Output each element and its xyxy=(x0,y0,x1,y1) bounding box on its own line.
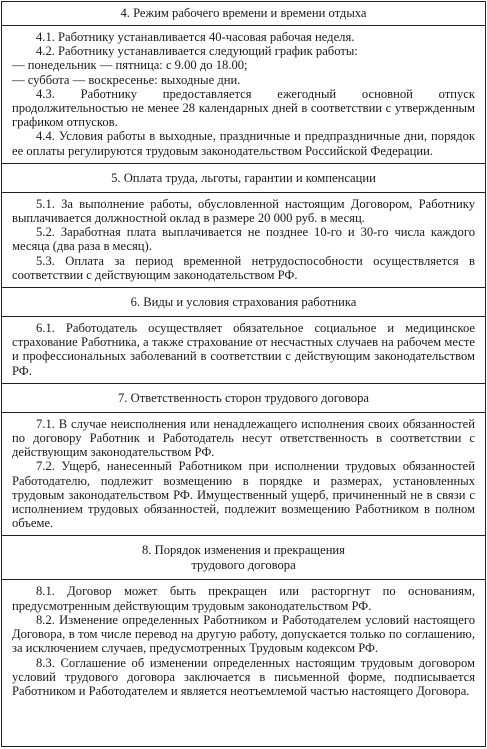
paragraph-7-1: 7.1. В случае неисполнения или ненадлежащего исполнения своих обязанностей по договору Работник и Работодатель несут ответственность в соответствии с действующим законодательством РФ. xyxy=(12,416,475,460)
section-8-title-line-2: трудового договора xyxy=(191,558,296,573)
paragraph-4-2-weekend: — суббота — воскресенье: выходные дни. xyxy=(12,72,241,87)
paragraph-8-2: 8.2. Изменение определенных Работником и Работодателем условий настоящего Договора, в том числе перевод на другую работу, допускается только по соглашению, за исключением случаев, предусмотренных Трудовым кодексом РФ. xyxy=(12,612,475,656)
paragraph-5-1: 5.1. За выполнение работы, обусловленной настоящим Договором, Работнику выплачивается должностной оклад в размере 20 000 руб. в месяц. xyxy=(12,196,475,226)
section-7-title: 7. Ответственность сторон трудового договора xyxy=(2,384,485,413)
paragraph-4-3: 4.3. Работнику предоставляется ежегодный основной отпуск продолжительностью не менее 28 календарных дней в соответствии с утвержденным графиком отпусков. xyxy=(12,86,475,130)
section-5-title: 5. Оплата труда, льготы, гарантии и компенсации xyxy=(2,164,485,193)
paragraph-4-4: 4.4. Условия работы в выходные, праздничные и предпраздничные дни, порядок ее оплаты регулируются трудовым законодательством Российской Федерации. xyxy=(12,129,475,158)
section-8-title-line-1: 8. Порядок изменения и прекращения xyxy=(142,543,345,558)
paragraph-5-3: 5.3. Оплата за период временной нетрудоспособности осуществляется в соответствии с действующим законодательством РФ. xyxy=(12,253,475,282)
paragraph-4-1: 4.1. Работнику устанавливается 40-часовая рабочая неделя. xyxy=(36,30,355,44)
section-6-title: 6. Виды и условия страхования работника xyxy=(2,288,485,317)
document-page xyxy=(1,1,486,747)
paragraph-7-2: 7.2. Ущерб, нанесенный Работником при исполнении трудовых обязанностей Работодателю, подлежит возмещению в порядке и размерах, установленных трудовым законодательством РФ. Имущественный ущерб, причиненный не в связи с исполнением трудовых обязанностей, подлежит возмещению Работником в полном объеме. xyxy=(12,459,475,531)
paragraph-4-2-weekdays: — понедельник — пятница: с 9.00 до 18.00; xyxy=(12,58,248,73)
section-6-body xyxy=(2,317,485,384)
section-7-body xyxy=(2,413,485,537)
section-5-body xyxy=(2,193,485,288)
section-8-body xyxy=(2,580,485,703)
section-4-body xyxy=(2,26,485,164)
paragraph-8-3: 8.3. Соглашение об изменении определенных настоящим трудовым договором условий трудового договора заключается в письменной форме, подписывается Работником и Работодателем и является неотъемлемой частью настоящего Договора. xyxy=(12,655,475,698)
paragraph-8-1: 8.1. Договор может быть прекращен или расторгнут по основаниям, предусмотренным действующим трудовым законодательством РФ. xyxy=(12,584,475,613)
paragraph-5-2: 5.2. Заработная плата выплачивается не позднее 10-го и 30-го числа каждого месяца (два раза в месяц). xyxy=(12,225,475,254)
section-4-title: 4. Режим рабочего времени и времени отдыха xyxy=(2,2,485,26)
paragraph-4-2: 4.2. Работнику устанавливается следующий график работы: xyxy=(36,44,358,59)
section-8-title xyxy=(2,536,485,580)
paragraph-6-1: 6.1. Работодатель осуществляет обязательное социальное и медицинское страхование Работника, а также страхование от несчастных случаев на рабочем месте и профессиональных заболеваний в соответствии с действующим законодательством РФ. xyxy=(12,321,475,378)
